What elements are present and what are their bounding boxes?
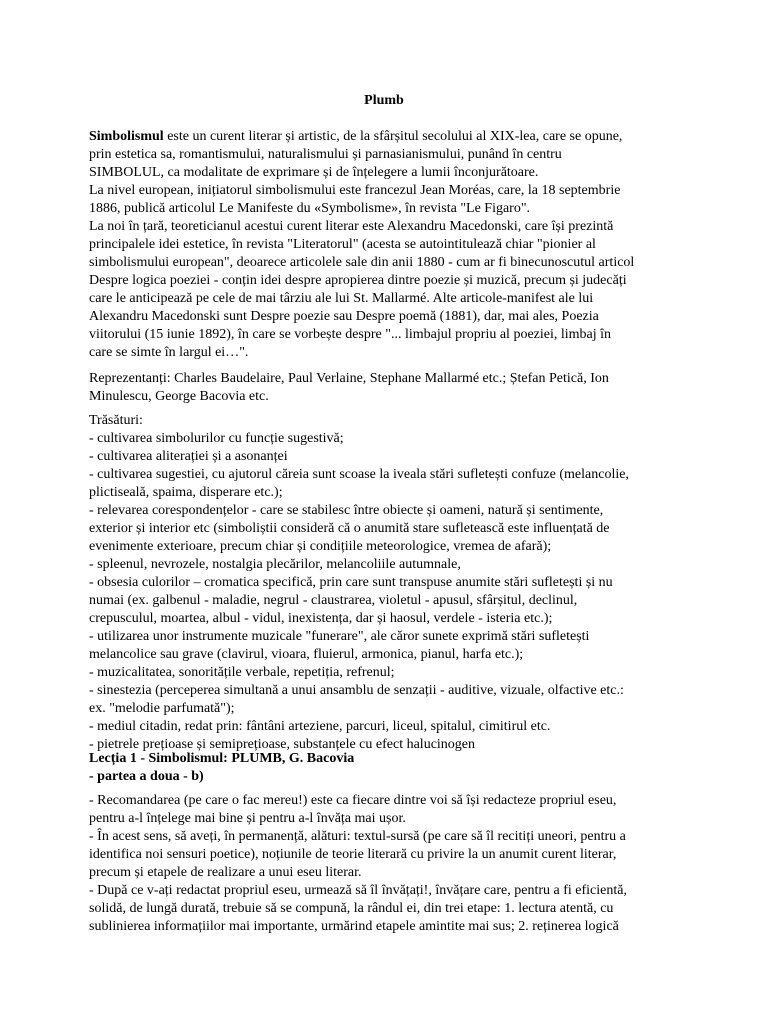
text-line: [89, 918, 689, 936]
line-text: solidă, de lungă durată, trebuie să se compună, la rândul ei, din trei etape: 1. lectura atentă, cu: [89, 901, 614, 916]
text-line: [89, 370, 689, 388]
line-text: crepusculul, moartea, albul - vidul, inexistența, dar și haosul, verdele - isteria etc.);: [89, 611, 553, 626]
line-text: La nivel european, inițiatorul simbolismului este francezul Jean Moréas, care, la 18 septembrie: [89, 183, 621, 198]
line-text: ex. "melodie parfumată");: [89, 701, 235, 716]
line-text: - obsesia culorilor – cromatica specifică, prin care sunt transpuse anumite stări sufletești și nu: [89, 575, 613, 590]
line-text: - mediul citadin, redat prin: fântâni arteziene, parcuri, liceul, spitalul, cimitirul etc.: [89, 719, 551, 734]
line-text: sublinierea informațiilor mai importante, urmărind etapele amintite mai sus; 2. reținerea logică: [89, 919, 619, 934]
text-line: [89, 646, 689, 664]
line-text: Minulescu, George Bacovia etc.: [89, 389, 269, 404]
line-text: - muzicalitatea, sonoritățile verbale, repetiția, refrenul;: [89, 665, 395, 680]
line-text: - cultivarea sugestiei, cu ajutorul căreia sunt scoase la iveala stări sufletești confuze (melancolie,: [89, 467, 629, 482]
text-line: [89, 592, 689, 610]
line-text: Reprezentanți: Charles Baudelaire, Paul Verlaine, Stephane Mallarmé etc.; Ștefan Petică, Ion: [89, 371, 609, 386]
text-line: [89, 326, 689, 344]
line-text: precum și etapele de realizare a unui eseu literar.: [89, 865, 362, 880]
text-line: [89, 218, 689, 236]
line-text: exterior și interior etc (simboliștii consideră că o anumită stare sufletească este influențată de: [89, 521, 610, 536]
text-line: [89, 882, 689, 900]
text-line: [89, 628, 689, 646]
text-line: [89, 664, 689, 682]
text-line: [89, 718, 689, 736]
text-line: [89, 900, 689, 918]
line-text: identifica noi sensuri poetice), noțiunile de teorie literară cu privire la un anumit curent literar,: [89, 847, 617, 862]
text-line: [89, 700, 689, 718]
line-text: La noi în țară, teoreticianul acestui curent literar este Alexandru Macedonski, care își prezintă: [89, 219, 614, 234]
text-line: [89, 236, 689, 254]
text-line: [89, 484, 689, 502]
text-line: [89, 682, 689, 700]
bold-text: Simbolismul: [89, 129, 164, 144]
text-line: [89, 466, 689, 484]
text-line: [89, 128, 689, 146]
text-line: [89, 146, 689, 164]
line-text: - relevarea corespondențelor - care se stabilesc între obiecte și oameni, natură și sentimente,: [89, 503, 604, 518]
line-text: - După ce v-ați redactat propriul eseu, urmează să îl învățați!, învățare care, pentru a fi eficientă,: [89, 883, 627, 898]
text-line: [89, 610, 689, 628]
text-line: [89, 164, 689, 182]
text-line: [89, 864, 689, 882]
bold-text: - partea a doua - b): [89, 769, 204, 784]
line-text: viitorului (15 iunie 1892), în care se vorbește despre "... limbajul propriu al poeziei, limbaj în: [89, 327, 612, 342]
line-text: prin estetica sa, romantismului, naturalismului și parnasianismului, punând în centru: [89, 147, 562, 162]
text-line: [89, 448, 689, 466]
line-text: SIMBOLUL, ca modalitate de exprimare și de înțelegere a lumii înconjurătoare.: [89, 165, 539, 180]
text-line: [89, 846, 689, 864]
document-title: Plumb: [364, 93, 404, 108]
line-text: 1886, publică articolul Le Manifeste du «Symbolisme», în revista "Le Figaro".: [89, 201, 531, 216]
text-line: [89, 200, 689, 218]
line-text: care le anticipează pe cele de mai târziu ale lui St. Mallarmé. Alte articole-manifest ale lui: [89, 291, 594, 306]
line-text: melancolice sau grave (clavirul, vioara, fluierul, armonica, pianul, harfa etc.);: [89, 647, 524, 662]
line-text: principalele idei estetice, în revista "Literatorul" (acesta se autointitulează chiar "pionier al: [89, 237, 596, 252]
text-line: [89, 272, 689, 290]
line-text: - cultivarea simbolurilor cu funcție sugestivă;: [89, 431, 344, 446]
bold-text: Lecția 1 - Simbolismul: PLUMB, G. Bacovia: [89, 751, 355, 766]
text-line: [89, 290, 689, 308]
text-line: [89, 344, 689, 362]
line-text: este un curent literar și artistic, de la sfârșitul secolului al XIX-lea, care se opune,: [163, 129, 623, 144]
text-line: [89, 412, 689, 430]
text-line: [89, 182, 689, 200]
line-text: - pietrele prețioase și semiprețioase, substanțele cu efect halucinogen: [89, 737, 476, 752]
text-line: [89, 254, 689, 272]
line-text: - În acest sens, să aveți, în permanență, alături: textul-sursă (pe care să îl recitiți uneori, pentru a: [89, 829, 626, 844]
text-line: [89, 430, 689, 448]
line-text: Alexandru Macedonski sunt Despre poezie sau Despre poemă (1881), dar, mai ales, Poezia: [89, 309, 599, 324]
line-text: plictiseală, spaima, disperare etc.);: [89, 485, 283, 500]
line-text: - spleenul, nevrozele, nostalgia plecărilor, melancoliile autumnale,: [89, 557, 461, 572]
text-line: [89, 792, 689, 810]
text-line: [89, 388, 689, 406]
text-line: [89, 556, 689, 574]
line-text: care se simte în largul ei…".: [89, 345, 249, 360]
line-text: - utilizarea unor instrumente muzicale "funerare", ale căror sunete exprimă stări sufletești: [89, 629, 590, 644]
text-line: [89, 810, 689, 828]
text-line: [89, 828, 689, 846]
line-text: - cultivarea aliterației și a asonanței: [89, 449, 288, 464]
text-line: [89, 502, 689, 520]
text-line: [89, 768, 689, 786]
line-text: evenimente exterioare, precum chiar și condițiile meteorologice, vremea de afară);: [89, 539, 552, 554]
line-text: Trăsături:: [89, 413, 143, 428]
line-text: - sinestezia (perceperea simultană a unui ansamblu de senzații - auditive, vizuale, olfactive etc.:: [89, 683, 624, 698]
line-text: - Recomandarea (pe care o fac mereu!) este ca fiecare dintre voi să își redacteze propriul eseu,: [89, 793, 617, 808]
line-text: Despre logica poeziei - conțin idei despre apropierea dintre poezie și muzică, precum și judecăți: [89, 273, 627, 288]
text-line: [89, 520, 689, 538]
text-line: [89, 574, 689, 592]
line-text: pentru a-l înțelege mai bine și pentru a-l învăța mai ușor.: [89, 811, 406, 826]
line-text: simbolismului european", deoarece articolele sale din anii 1880 - cum ar fi binecunoscutul articol: [89, 255, 635, 270]
text-line: [89, 538, 689, 556]
line-text: numai (ex. galbenul - maladie, negrul - claustrarea, violetul - apusul, sfârșitul, declinul,: [89, 593, 578, 608]
text-line: [89, 308, 689, 326]
text-line: [89, 750, 689, 768]
